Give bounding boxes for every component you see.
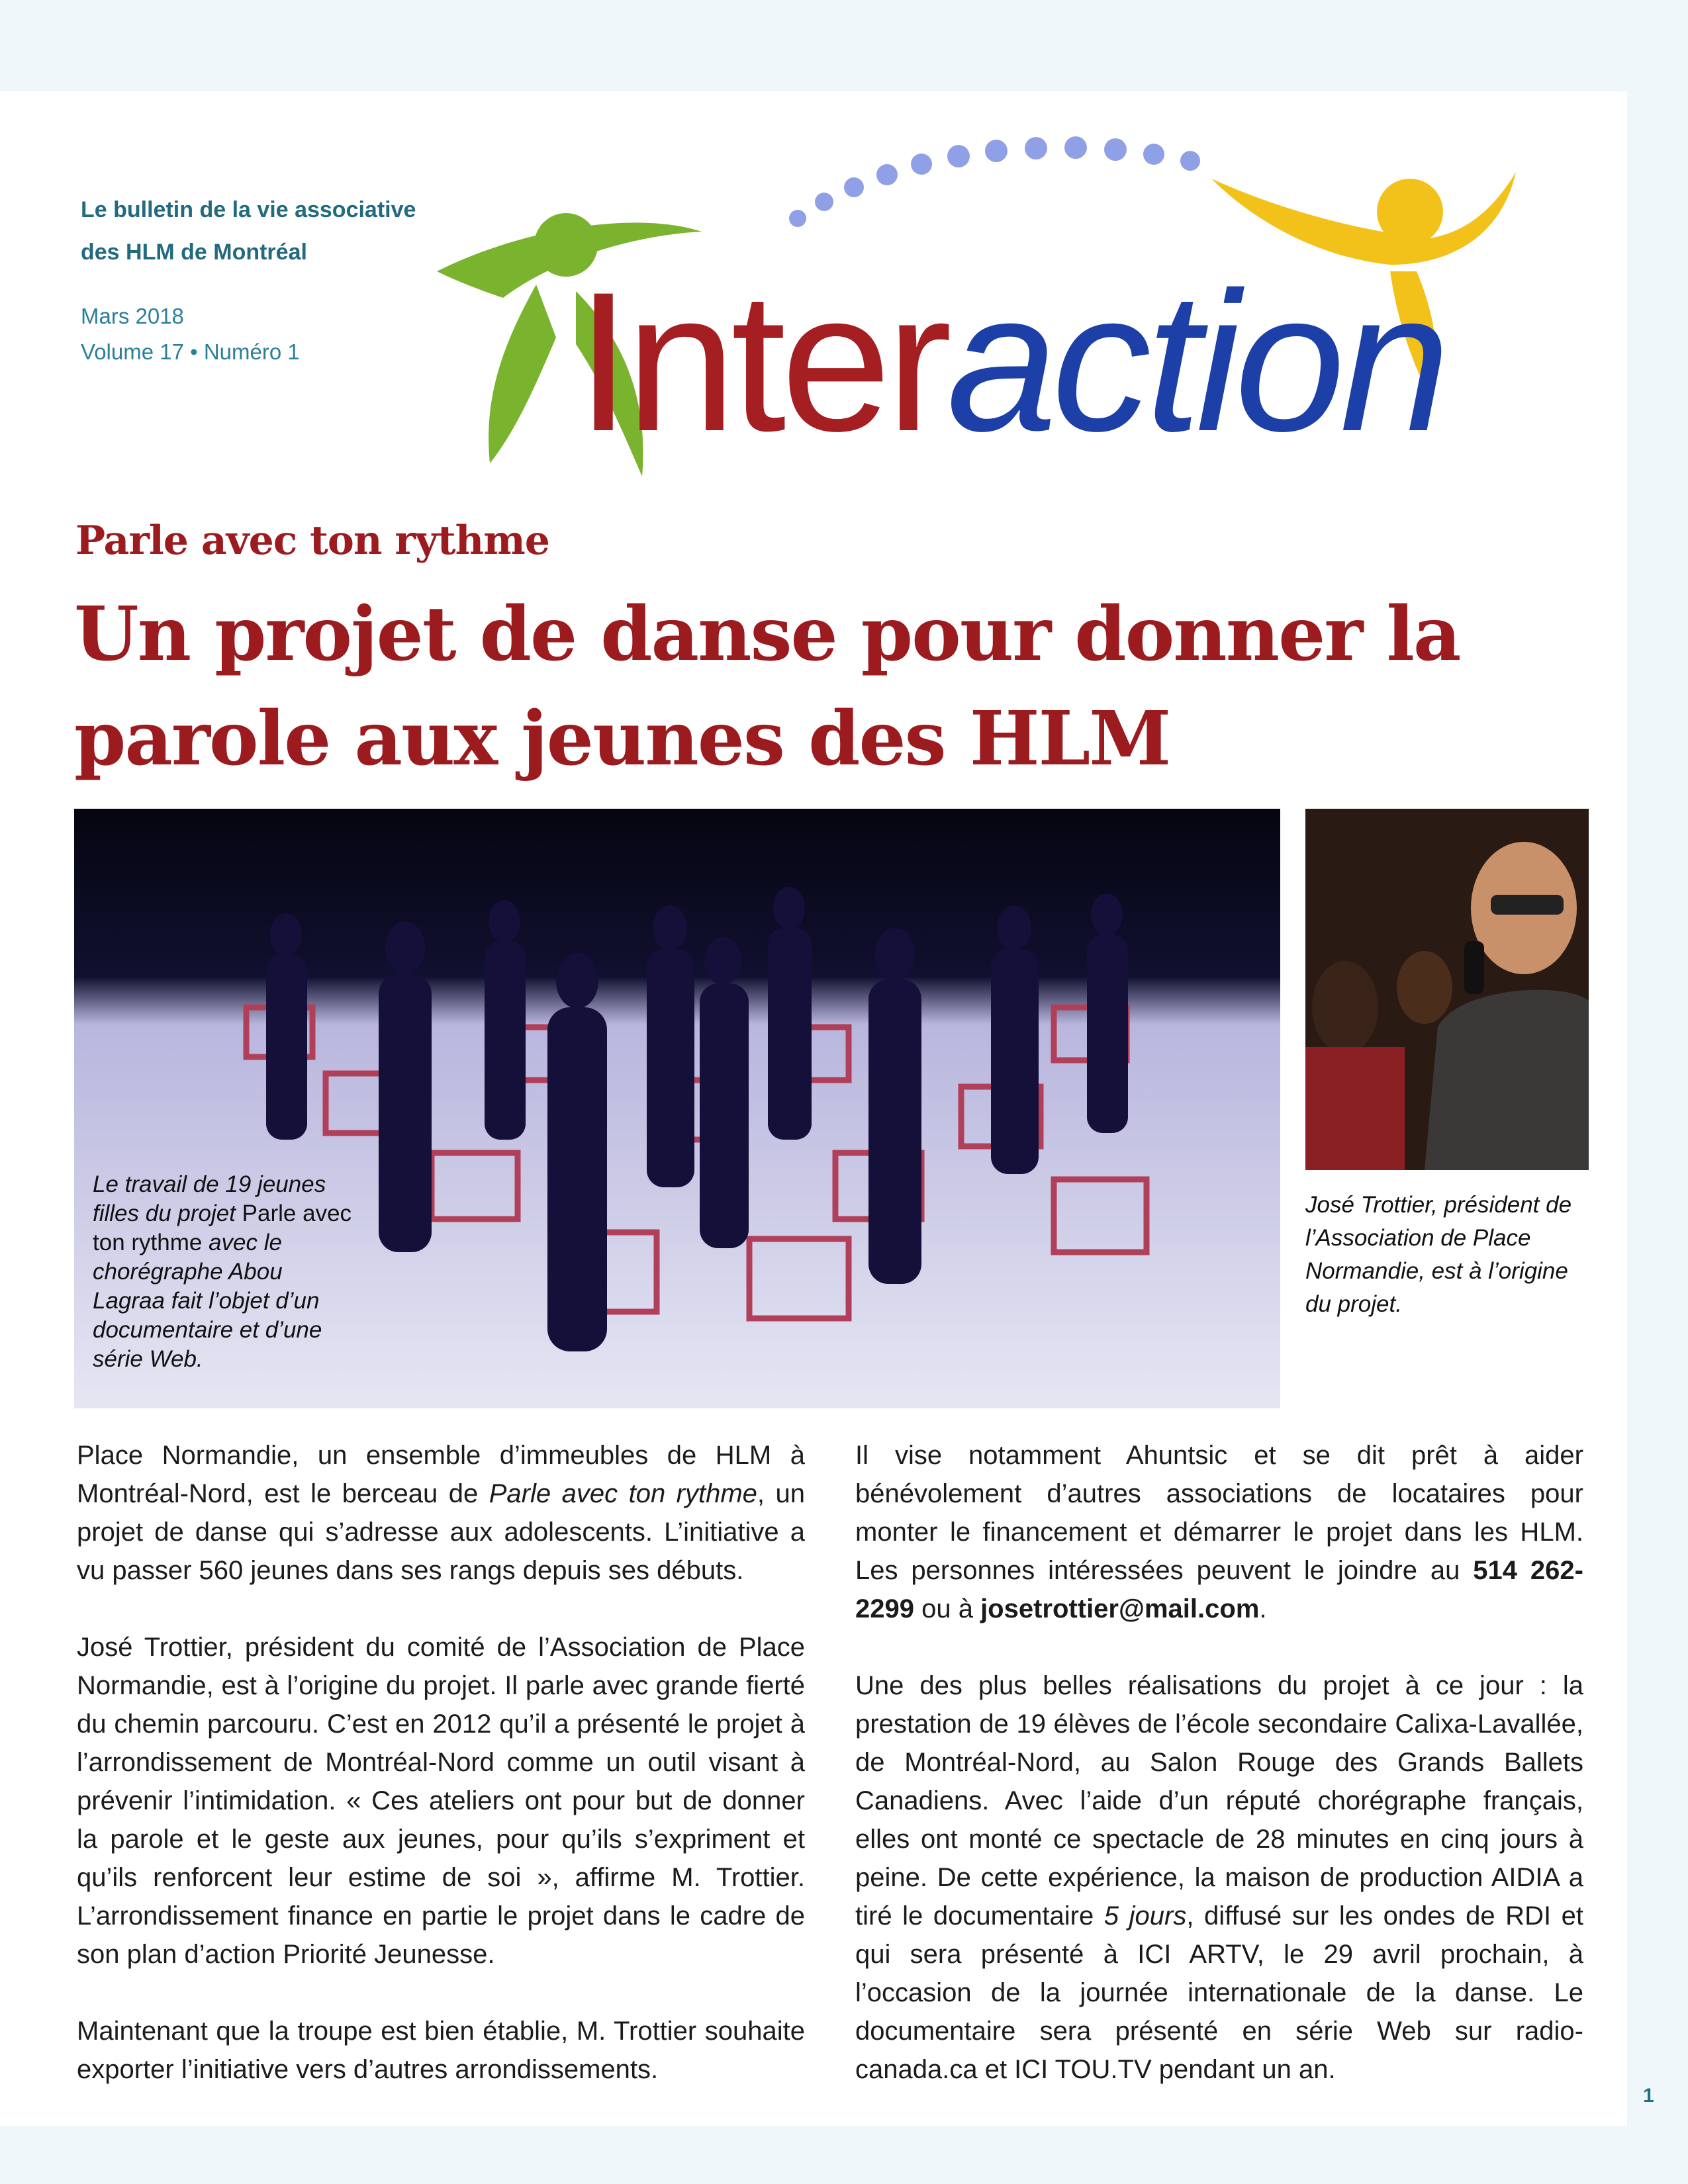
article-column-right xyxy=(855,1436,1583,2127)
contact-phone: 514 262-2299 xyxy=(855,1556,1583,1623)
contact-email: josetrottier@mail.com xyxy=(980,1594,1260,1623)
left-paragraph-2: José Trottier, président du comité de l’Association de Place Normandie, est à l’origine du projet. Il parle avec grande fierté du chemin parcouru. C’est en 2012 qu’il a présenté le projet à l’arrondissement de Montréal-Nord comme un outil visant à prévenir l’intimidation. « Ces ateliers ont pour but de donner la parole et le geste aux jeunes, pour qu’ils s’expriment et qu’ils renforcent leur estime de soi », affirme M. Trottier. L’arrondissement finance en partie le projet dans le cadre de son plan d’action Priorité Jeunesse. xyxy=(77,1633,805,1969)
right-paragraph-2 xyxy=(855,1666,1583,2089)
page-number: 1 xyxy=(1643,2085,1654,2107)
caption-part-1: Le travail de 19 jeunes filles du projet xyxy=(93,1171,326,1226)
caption-project-title: Parle avec ton rythme xyxy=(93,1201,352,1255)
right-p1-text-b: ou à xyxy=(914,1594,981,1623)
left-paragraph-3: Maintenant que la troupe est bien établie, M. Trottier souhaite exporter l’initiative vers d’autres arrondissements. xyxy=(77,2017,805,2084)
masthead-info xyxy=(81,189,416,370)
right-paragraph-1 xyxy=(855,1436,1583,1628)
logo-word-action: action xyxy=(947,250,1445,473)
president-photo xyxy=(1305,809,1589,1170)
right-p1-text-c: . xyxy=(1259,1594,1267,1623)
right-p2-text-a: Une des plus belles réalisations du projet à ce jour : la prestation de 19 élèves de l’école secondaire Calixa-Lavallée, de Montréal-Nord, au Salon Rouge des Grands Ballets Canadiens. Avec l’aide d’un réputé chorégraphe français, elles ont monté ce spectacle de 28 minutes en cinq jours à peine. De cette expérience, la maison de production AIDIA a tiré le documentaire xyxy=(855,1671,1583,1931)
left-paragraph-1 xyxy=(77,1436,805,1590)
right-p1-text-a: Il vise notamment Ahuntsic et se dit prêt à aider bénévolement d’autres associations de locataires pour monter le financement et démarrer le projet dans les HLM. Les personnes intéressées peuvent le joindre au xyxy=(855,1441,1583,1585)
documentary-title: 5 jours xyxy=(1103,1901,1187,1931)
interaction-logo xyxy=(424,119,1523,490)
svg-text:Interaction xyxy=(576,250,1445,473)
president-photo-caption: José Trottier, président de l’Association de Place Normandie, est à l’origine du projet. xyxy=(1305,1192,1572,1317)
tagline-line-1: Le bulletin de la vie associative xyxy=(81,197,416,222)
tagline-line-2: des HLM de Montréal xyxy=(81,240,307,265)
right-p2-text-b: , diffusé sur les ondes de RDI et qui sera présenté à ICI ARTV, le 29 avril prochain, à l’occasion de la journée internationale de la danse. Le documentaire sera présenté en série Web sur radio-canada.ca et ICI TOU.TV pendant un an. xyxy=(855,1901,1584,2084)
issue-volume: Volume 17 • Numéro 1 xyxy=(81,340,300,364)
article-column-left xyxy=(77,1436,805,2127)
article-kicker: Parle avec ton rythme xyxy=(75,518,549,564)
left-p1-text-b: , un projet de danse qui s’adresse aux adolescents. L’initiative a vu passer 560 jeunes dans ses rangs depuis ses débuts. xyxy=(77,1479,806,1585)
logo-dots-arc xyxy=(789,136,1200,227)
logo-word-inter: Inter xyxy=(576,250,947,473)
left-p1-project-title: Parle avec ton rythme xyxy=(489,1479,757,1508)
caption-part-2: avec le chorégraphe Abou Lagraa fait l’objet d’un documentaire et d’une série Web. xyxy=(93,1230,322,1372)
dance-photo-caption xyxy=(93,1170,357,1374)
left-p1-text-a: Place Normandie, un ensemble d’immeubles de HLM à Montréal-Nord, est le berceau de xyxy=(77,1441,805,1508)
issue-date: Mars 2018 xyxy=(81,304,184,328)
article-headline: Un projet de danse pour donner la parole aux jeunes des HLM xyxy=(74,591,1460,782)
